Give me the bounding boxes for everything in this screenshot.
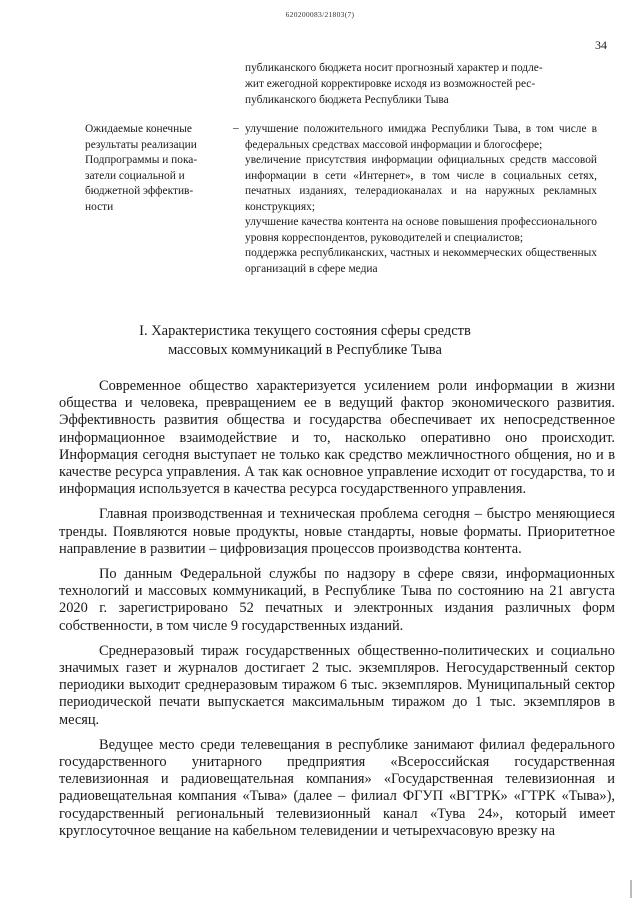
body-text <box>59 378 615 848</box>
paragraph: Современное общество характеризуется усилением роли информации в жизни общества и человека, превращением ее в ведущий фактор экономического развития. Эффективность развития общества и государства обеспечивает их непосредственное информационное взаимодействие и то, насколько оперативно оно происходит. Информация сегодня выступает не только как средство межличностного общения, но и в качестве ресурса управления. А так как основное управление исходит от государства, то и информация используется в качества ресурса государственного управления. <box>59 378 615 498</box>
continuation-line: жит ежегодной корректировке исходя из возможностей рес- <box>245 77 536 90</box>
section-title-line2: массовых коммуникаций в Республике Тыва <box>168 342 442 358</box>
section-title-line1: I. Характеристика текущего состояния сферы средств <box>139 323 471 339</box>
scan-edge-mark <box>630 880 632 898</box>
paragraph: Среднеразовый тираж государственных общественно-политических и социально значимых газет и журналов достигает 2 тыс. экземпляров. Негосударственный сектор периодики выходит среднеразовым тиражом 6 тыс. экземпляров. Муниципальный сектор периодической печати выпускается максимальным тиражом до 1 тыс. экземпляров в месяц. <box>59 642 615 728</box>
passport-label-line: результаты реализации <box>85 138 197 151</box>
passport-label-line: Подпрограммы и пока- <box>85 154 198 166</box>
document-id: 620200083/21803(7) <box>285 10 355 19</box>
passport-item: поддержка республиканских, частных и некоммерческих общественных организаций в сфере медиа <box>245 247 597 275</box>
paragraph: Ведущее место среди телевещания в республике занимают филиал федерального государственного унитарного предприятия «Всероссийская государственная телевизионная и радиовещательная компания» «Государственная телевизионная и радиовещательная компания «Тыва» (далее – филиал ФГУП «ВГТРК» «ГТРК «Тыва»), государственный региональный телевизионный канал «Тува 24», который имеет круглосуточное вещание на кабельном телевидении и четырехчасовую врезку на <box>59 736 615 839</box>
passport-label-line: ности <box>85 200 114 213</box>
section-heading <box>90 322 520 360</box>
passport-label-line: затели социальной и <box>85 169 185 182</box>
passport-label-line: Ожидаемые конечные <box>85 123 192 135</box>
page-number: 34 <box>595 38 607 52</box>
paragraph: По данным Федеральной службы по надзору в сфере связи, информационных технологий и массовых коммуникаций, в Республике Тыва по состоянию на 21 августа 2020 г. зарегистрировано 52 печатных и электронных издания различных форм собственности, в том числе 9 государственных изданий. <box>59 566 615 634</box>
continuation-line: публиканского бюджета носит прогнозный характер и подле- <box>245 62 543 74</box>
passport-label <box>85 122 233 215</box>
continuation-line: публиканского бюджета Республики Тыва <box>245 93 449 106</box>
paragraph: Главная производственная и техническая проблема сегодня – быстро меняющиеся тренды. Появляются новые продукты, новые стандарты, новые форматы. Приоритетное направление в развитии – цифровизация процессов производства контента. <box>59 506 615 557</box>
passport-label-line: бюджетной эффектив- <box>85 185 194 197</box>
passport-item: увеличение присутствия информации официальных средств массовой информации в сети «Интернет», в том числе в социальных сетях, печатных изданиях, телерадиоканалах и на наружных рекламных конструкциях; <box>245 154 597 213</box>
passport-item: улучшение качества контента на основе повышения профессионального уровня корреспондентов, руководителей и специалистов; <box>245 216 597 244</box>
passport-separator: – <box>233 122 239 134</box>
passport-items <box>245 122 597 277</box>
passport-item: улучшение положительного имиджа Республики Тыва, в том числе в федеральных средствах массовой информации и блогосфере; <box>245 123 597 151</box>
continuation-text <box>245 61 597 108</box>
